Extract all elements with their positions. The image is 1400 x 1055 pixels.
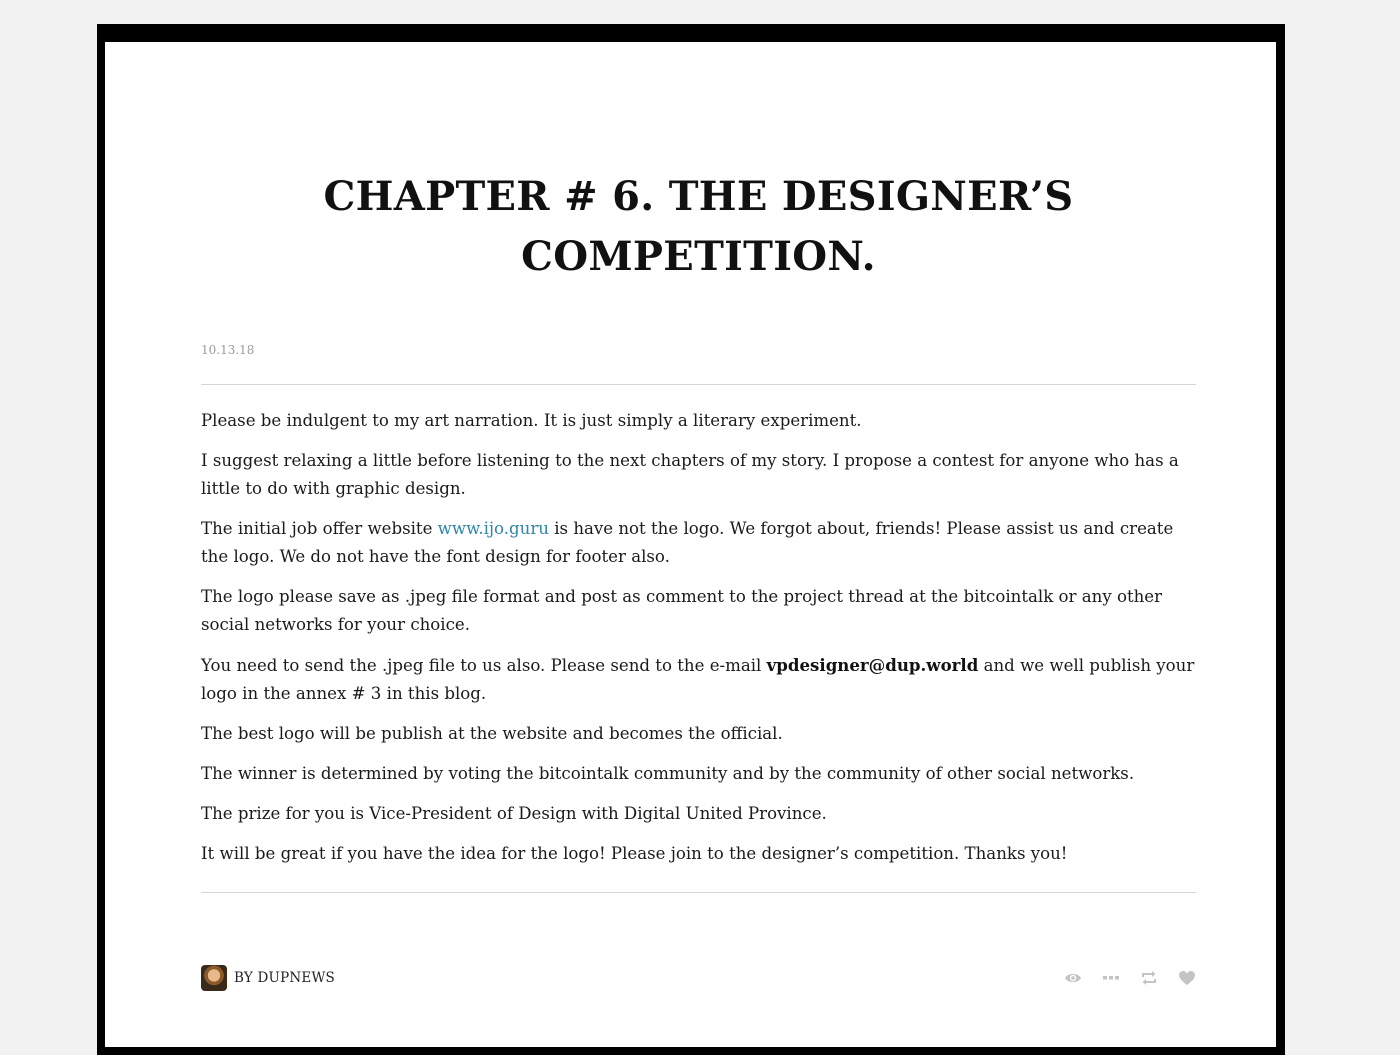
paragraph: The prize for you is Vice-President of Design with Digital United Province. (201, 804, 827, 823)
paragraph: It will be great if you have the idea for the logo! Please join to the designer’s competition. Thanks you! (201, 844, 1068, 863)
divider-bottom (201, 892, 1196, 893)
post-title: CHAPTER # 6. THE DESIGNER’S COMPETITION. (323, 173, 1074, 280)
paragraph (201, 651, 1196, 708)
post-footer (201, 965, 1196, 993)
more-icon[interactable] (1102, 969, 1120, 987)
heart-icon[interactable] (1178, 969, 1196, 987)
post-actions (1064, 969, 1196, 987)
paragraph: The best logo will be publish at the website and becomes the official. (201, 724, 783, 743)
email-address: vpdesigner@dup.world (766, 655, 979, 675)
post-body (201, 407, 1196, 880)
paragraph: The logo please save as .jpeg file format and post as comment to the project thread at the bitcointalk or any other social networks for your choice. (201, 587, 1163, 634)
eye-icon[interactable] (1064, 969, 1082, 987)
paragraph-text: and we well publish your logo in the annex # 3 in this blog. (201, 656, 1195, 703)
divider-top (201, 384, 1196, 385)
paragraph (201, 515, 1196, 571)
avatar[interactable] (201, 965, 227, 991)
author-name[interactable]: BY DUPNEWS (234, 970, 335, 986)
paragraph: Please be indulgent to my art narration. It is just simply a literary experiment. (201, 411, 862, 430)
post-page (105, 42, 1276, 1047)
post-date[interactable]: 10.13.18 (201, 343, 255, 357)
post-frame (97, 24, 1285, 1055)
paragraph: I suggest relaxing a little before listening to the next chapters of my story. I propose a contest for anyone who has a little to do with graphic design. (201, 451, 1179, 498)
author-link[interactable] (201, 965, 335, 991)
website-link[interactable]: www.ijo.guru (437, 519, 549, 538)
paragraph-text: You need to send the .jpeg file to us also. Please send to the e-mail (201, 656, 767, 675)
paragraph-text: is have not the logo. We forgot about, friends! Please assist us and create the logo. We do not have the font design for footer also. (201, 519, 1174, 566)
paragraph-text: The initial job offer website (201, 519, 438, 538)
paragraph: The winner is determined by voting the bitcointalk community and by the community of other social networks. (201, 764, 1135, 783)
repost-icon[interactable] (1140, 969, 1158, 987)
